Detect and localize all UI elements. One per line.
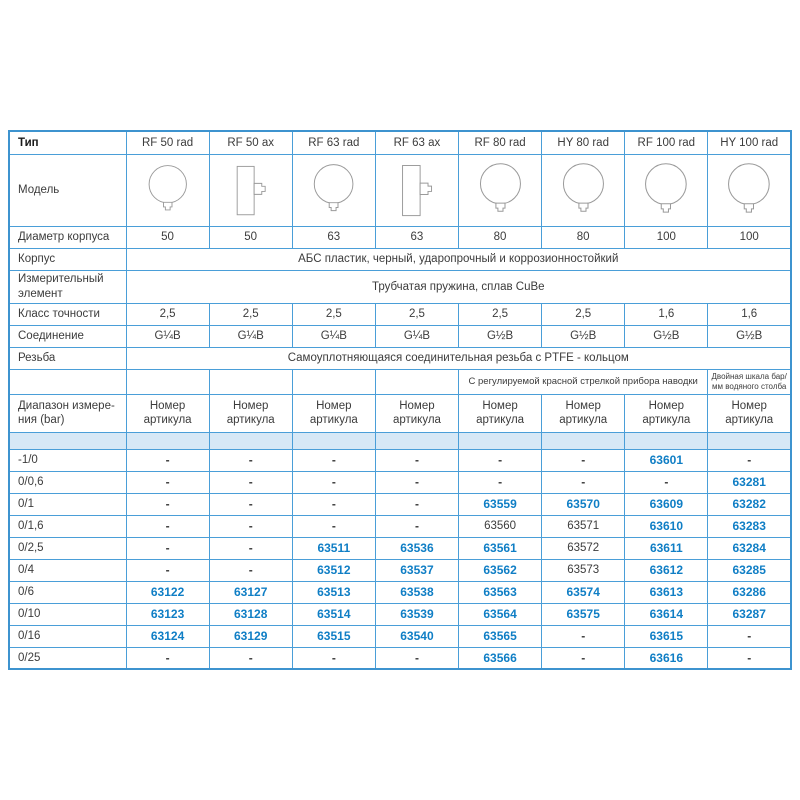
gauge-radial-icon xyxy=(475,161,526,221)
article-number-cell: 63511 xyxy=(292,537,375,559)
connection-value: G½B xyxy=(459,325,542,347)
article-number-cell: 63537 xyxy=(375,559,458,581)
article-header-cell: Номер артикула xyxy=(126,394,209,432)
article-number-cell: 63124 xyxy=(126,625,209,647)
column-header: HY 80 rad xyxy=(542,131,625,154)
type-label: Тип xyxy=(9,131,126,154)
column-header: RF 63 ax xyxy=(375,131,458,154)
column-header: RF 50 ax xyxy=(209,131,292,154)
data-row xyxy=(9,625,791,647)
model-cell xyxy=(625,154,708,226)
accuracy-value: 1,6 xyxy=(708,303,791,325)
article-number-cell: - xyxy=(542,625,625,647)
accuracy-value: 2,5 xyxy=(209,303,292,325)
article-number-cell: 63614 xyxy=(625,603,708,625)
connection-value: G¼B xyxy=(209,325,292,347)
article-number-cell: 63285 xyxy=(708,559,791,581)
notes-empty-cell xyxy=(375,369,458,394)
model-cell xyxy=(375,154,458,226)
notes-empty-cell xyxy=(292,369,375,394)
article-number-cell: 63611 xyxy=(625,537,708,559)
gauge-radial-icon xyxy=(723,161,775,222)
diameter-value: 50 xyxy=(126,226,209,248)
range-cell: 0/6 xyxy=(9,581,126,603)
gauge-axial-icon xyxy=(392,162,441,220)
notes-empty-cell xyxy=(9,369,126,394)
article-number-cell: 63287 xyxy=(708,603,791,625)
article-number-cell: 63613 xyxy=(625,581,708,603)
article-number-cell: 63571 xyxy=(542,515,625,537)
article-number-cell: 63572 xyxy=(542,537,625,559)
diameter-label: Диаметр корпуса xyxy=(9,226,126,248)
accuracy-label: Класс точности xyxy=(9,303,126,325)
thread-value: Самоуплотняющаяся соединительная резьба с PTFE - кольцом xyxy=(126,347,791,369)
band-cell xyxy=(625,432,708,449)
article-number-cell: 63540 xyxy=(375,625,458,647)
body-label: Корпус xyxy=(9,248,126,270)
data-row xyxy=(9,493,791,515)
connection-value: G¼B xyxy=(292,325,375,347)
article-number-cell: 63560 xyxy=(459,515,542,537)
article-number-cell: - xyxy=(209,559,292,581)
red-pointer-note: С регулируемой красной стрелкой прибора наводки xyxy=(459,369,708,394)
model-cell xyxy=(292,154,375,226)
range-header-line1: Диапазон измере- xyxy=(18,399,115,412)
article-number-cell: 63615 xyxy=(625,625,708,647)
dual-scale-note: Двойная шкала бар/ мм водяного столба xyxy=(708,369,791,394)
model-cell xyxy=(708,154,791,226)
article-number-cell: 63612 xyxy=(625,559,708,581)
range-cell: 0/2,5 xyxy=(9,537,126,559)
article-number-cell: 63609 xyxy=(625,493,708,515)
article-number-cell: 63574 xyxy=(542,581,625,603)
data-row xyxy=(9,449,791,471)
model-label: Модель xyxy=(9,154,126,226)
article-number-cell: 63563 xyxy=(459,581,542,603)
article-number-cell: - xyxy=(209,493,292,515)
article-number-cell: - xyxy=(292,471,375,493)
article-number-cell: 63514 xyxy=(292,603,375,625)
range-header-label xyxy=(9,394,126,432)
element-label: Измерительный элемент xyxy=(9,270,126,303)
accuracy-value: 2,5 xyxy=(292,303,375,325)
article-number-cell: 63127 xyxy=(209,581,292,603)
article-number-cell: - xyxy=(209,449,292,471)
article-number-cell: - xyxy=(459,449,542,471)
article-number-cell: - xyxy=(292,493,375,515)
data-row xyxy=(9,603,791,625)
data-row xyxy=(9,471,791,493)
article-number-cell: - xyxy=(375,647,458,669)
gauge-radial-icon xyxy=(309,162,358,220)
article-number-cell: - xyxy=(126,647,209,669)
separator-band-row xyxy=(9,432,791,449)
gauge-radial-icon xyxy=(144,163,192,219)
range-cell: 0/25 xyxy=(9,647,126,669)
article-number-cell: 63561 xyxy=(459,537,542,559)
column-header: RF 50 rad xyxy=(126,131,209,154)
article-number-cell: - xyxy=(542,471,625,493)
article-number-cell: 63538 xyxy=(375,581,458,603)
model-cell xyxy=(126,154,209,226)
article-number-cell: - xyxy=(292,449,375,471)
article-number-cell: - xyxy=(126,493,209,515)
type-row xyxy=(9,131,791,154)
diameter-value: 100 xyxy=(625,226,708,248)
diameter-row xyxy=(9,226,791,248)
band-cell xyxy=(708,432,791,449)
article-number-cell: 63536 xyxy=(375,537,458,559)
connection-value: G½B xyxy=(625,325,708,347)
thread-label: Резьба xyxy=(9,347,126,369)
article-number-cell: 63281 xyxy=(708,471,791,493)
band-cell xyxy=(542,432,625,449)
data-row xyxy=(9,559,791,581)
range-cell: 0/0,6 xyxy=(9,471,126,493)
notes-empty-cell xyxy=(126,369,209,394)
range-cell: 0/16 xyxy=(9,625,126,647)
article-number-cell: 63129 xyxy=(209,625,292,647)
gauge-axial-icon xyxy=(227,163,275,219)
data-row xyxy=(9,647,791,669)
article-number-cell: 63128 xyxy=(209,603,292,625)
article-number-cell: - xyxy=(375,449,458,471)
article-number-cell: - xyxy=(459,471,542,493)
range-header-line2: ния (bar) xyxy=(18,414,65,426)
range-cell: 0/1 xyxy=(9,493,126,515)
article-number-cell: 63512 xyxy=(292,559,375,581)
article-number-cell: 63610 xyxy=(625,515,708,537)
diameter-value: 63 xyxy=(292,226,375,248)
connection-value: G½B xyxy=(542,325,625,347)
accuracy-value: 2,5 xyxy=(375,303,458,325)
range-cell: 0/4 xyxy=(9,559,126,581)
article-number-cell: - xyxy=(625,471,708,493)
notes-empty-cell xyxy=(209,369,292,394)
diameter-value: 50 xyxy=(209,226,292,248)
range-cell: -1/0 xyxy=(9,449,126,471)
article-number-cell: - xyxy=(209,515,292,537)
connection-label: Соединение xyxy=(9,325,126,347)
article-number-cell: 63564 xyxy=(459,603,542,625)
article-number-cell: - xyxy=(292,647,375,669)
connection-row xyxy=(9,325,791,347)
model-cell xyxy=(209,154,292,226)
range-cell: 0/10 xyxy=(9,603,126,625)
article-number-cell: 63283 xyxy=(708,515,791,537)
article-number-cell: 63562 xyxy=(459,559,542,581)
article-header-cell: Номер артикула xyxy=(542,394,625,432)
article-number-cell: 63123 xyxy=(126,603,209,625)
column-header: RF 100 rad xyxy=(625,131,708,154)
accuracy-row xyxy=(9,303,791,325)
article-number-cell: - xyxy=(708,647,791,669)
body-value: АБС пластик, черный, ударопрочный и коррозионностойкий xyxy=(126,248,791,270)
connection-value: G½B xyxy=(708,325,791,347)
article-number-cell: - xyxy=(209,647,292,669)
article-number-cell: 63539 xyxy=(375,603,458,625)
article-header-row xyxy=(9,394,791,432)
article-header-cell: Номер артикула xyxy=(459,394,542,432)
thread-row xyxy=(9,347,791,369)
gauge-radial-icon xyxy=(558,161,609,221)
connection-value: G¼B xyxy=(375,325,458,347)
article-number-cell: - xyxy=(375,515,458,537)
band-cell xyxy=(126,432,209,449)
column-header: RF 80 rad xyxy=(459,131,542,154)
band-cell xyxy=(292,432,375,449)
diameter-value: 100 xyxy=(708,226,791,248)
article-header-cell: Номер артикула xyxy=(209,394,292,432)
gauge-radial-icon xyxy=(640,161,692,222)
article-number-cell: 63515 xyxy=(292,625,375,647)
spec-table xyxy=(8,130,792,670)
diameter-value: 80 xyxy=(542,226,625,248)
article-number-cell: - xyxy=(375,493,458,515)
article-number-cell: - xyxy=(209,537,292,559)
band-cell xyxy=(459,432,542,449)
article-number-cell: - xyxy=(126,471,209,493)
article-number-cell: - xyxy=(126,449,209,471)
band-cell xyxy=(375,432,458,449)
column-header: HY 100 rad xyxy=(708,131,791,154)
body-row xyxy=(9,248,791,270)
band-cell xyxy=(209,432,292,449)
diameter-value: 63 xyxy=(375,226,458,248)
article-header-cell: Номер артикула xyxy=(375,394,458,432)
band-cell xyxy=(9,432,126,449)
data-row xyxy=(9,537,791,559)
article-number-cell: 63284 xyxy=(708,537,791,559)
accuracy-value: 1,6 xyxy=(625,303,708,325)
article-header-cell: Номер артикула xyxy=(708,394,791,432)
article-number-cell: 63575 xyxy=(542,603,625,625)
article-number-cell: 63513 xyxy=(292,581,375,603)
article-number-cell: 63566 xyxy=(459,647,542,669)
article-number-cell: - xyxy=(292,515,375,537)
model-cell xyxy=(542,154,625,226)
diameter-value: 80 xyxy=(459,226,542,248)
article-number-cell: - xyxy=(542,647,625,669)
article-number-cell: 63565 xyxy=(459,625,542,647)
article-number-cell: - xyxy=(126,559,209,581)
article-number-cell: 63286 xyxy=(708,581,791,603)
notes-row xyxy=(9,369,791,394)
article-number-cell: - xyxy=(708,625,791,647)
article-number-cell: - xyxy=(375,471,458,493)
article-header-cell: Номер артикула xyxy=(625,394,708,432)
element-value: Трубчатая пружина, сплав CuBe xyxy=(126,270,791,303)
article-number-cell: - xyxy=(708,449,791,471)
accuracy-value: 2,5 xyxy=(542,303,625,325)
article-number-cell: 63616 xyxy=(625,647,708,669)
element-row xyxy=(9,270,791,303)
article-number-cell: - xyxy=(126,515,209,537)
range-cell: 0/1,6 xyxy=(9,515,126,537)
article-number-cell: 63282 xyxy=(708,493,791,515)
article-number-cell: 63559 xyxy=(459,493,542,515)
article-number-cell: 63570 xyxy=(542,493,625,515)
data-row xyxy=(9,581,791,603)
article-header-cell: Номер артикула xyxy=(292,394,375,432)
model-cell xyxy=(459,154,542,226)
article-number-cell: - xyxy=(209,471,292,493)
article-number-cell: 63601 xyxy=(625,449,708,471)
article-number-cell: 63573 xyxy=(542,559,625,581)
accuracy-value: 2,5 xyxy=(459,303,542,325)
data-row xyxy=(9,515,791,537)
article-number-cell: - xyxy=(542,449,625,471)
connection-value: G¼B xyxy=(126,325,209,347)
article-number-cell: - xyxy=(126,537,209,559)
accuracy-value: 2,5 xyxy=(126,303,209,325)
column-header: RF 63 rad xyxy=(292,131,375,154)
article-number-cell: 63122 xyxy=(126,581,209,603)
model-row xyxy=(9,154,791,226)
